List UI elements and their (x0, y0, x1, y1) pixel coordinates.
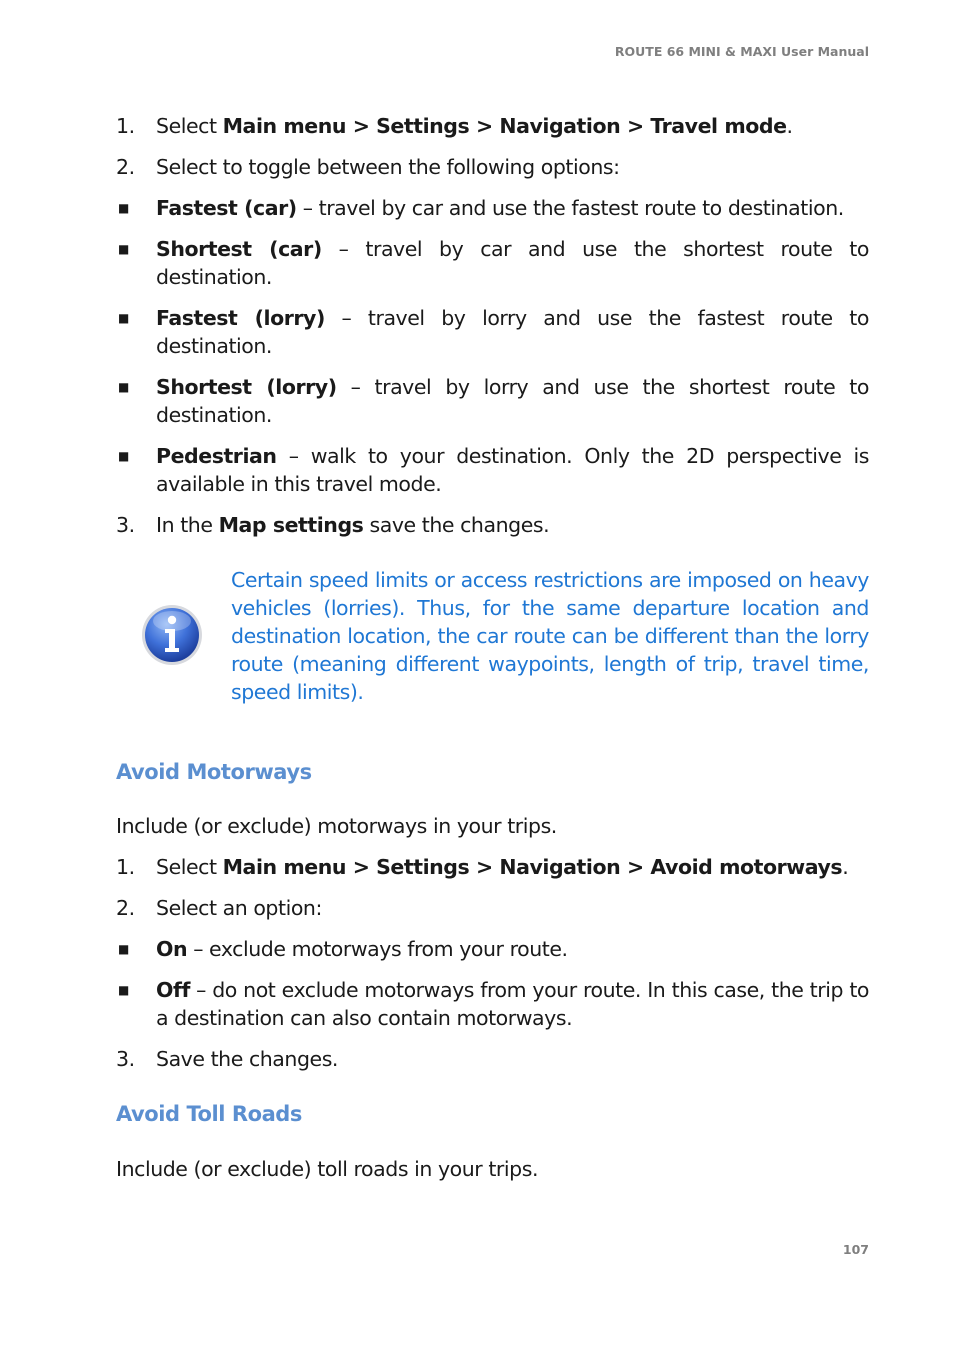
travel-mode-step-1 (116, 112, 869, 140)
step-text-post: save the changes. (363, 513, 550, 537)
option-desc: – travel by car and use the shortest route to destination. (156, 237, 869, 289)
step-number: 2. (116, 896, 135, 920)
option-desc: – exclude motorways from your route. (187, 937, 568, 961)
step-text-pre: Select (156, 855, 223, 879)
option-off (116, 976, 869, 1032)
option-shortest-lorry (116, 373, 869, 429)
step-number: 2. (116, 155, 135, 179)
option-on (116, 935, 869, 963)
step-text-pre: Select (156, 114, 223, 138)
menu-path: Main menu > Settings > Navigation > Travel mode (222, 114, 787, 138)
info-note (116, 566, 869, 706)
option-label: Fastest (car) (156, 196, 297, 220)
note-text: Certain speed limits or access restrictions are imposed on heavy vehicles (lorries). Thus, for the same departure location and destination location, the car route can be different than the lorry route (meaning different waypoints, length of trip, travel time, speed limits). (231, 568, 869, 704)
section-heading-avoid-toll-roads: Avoid Toll Roads (116, 1102, 302, 1126)
square-bullet-icon: ■ (118, 242, 129, 256)
step-text-post: . (786, 114, 793, 138)
travel-mode-step-2 (116, 153, 869, 181)
step-number: 1. (116, 855, 135, 879)
map-settings-label: Map settings (218, 513, 364, 537)
option-label: Fastest (lorry) (156, 306, 325, 330)
option-desc: – do not exclude motorways from your route. In this case, the trip to a destination can also contain motorways. (156, 978, 869, 1030)
avoid-motorways-step-3 (116, 1045, 869, 1073)
option-desc: – travel by car and use the fastest route to destination. (296, 196, 844, 220)
square-bullet-icon: ■ (118, 983, 129, 997)
option-label: Shortest (car) (156, 237, 322, 261)
square-bullet-icon: ■ (118, 449, 129, 463)
option-label: Shortest (lorry) (156, 375, 337, 399)
option-shortest-car (116, 235, 869, 291)
option-desc: – travel by lorry and use the shortest route to destination. (156, 375, 869, 427)
step-number: 1. (116, 114, 135, 138)
step-text: Select an option: (156, 896, 322, 920)
option-fastest-lorry (116, 304, 869, 360)
step-text: Select to toggle between the following options: (156, 155, 620, 179)
option-label: On (156, 937, 188, 961)
section-heading-avoid-motorways: Avoid Motorways (116, 760, 312, 784)
avoid-motorways-intro: Include (or exclude) motorways in your trips. (116, 814, 557, 838)
avoid-toll-roads-intro: Include (or exclude) toll roads in your trips. (116, 1157, 539, 1181)
option-fastest-car (116, 194, 869, 222)
travel-mode-step-3 (116, 511, 869, 539)
menu-path: Main menu > Settings > Navigation > Avoid motorways (222, 855, 843, 879)
avoid-motorways-step-2 (116, 894, 869, 922)
square-bullet-icon: ■ (118, 311, 129, 325)
step-text-post: . (842, 855, 849, 879)
option-label: Off (156, 978, 190, 1002)
square-bullet-icon: ■ (118, 942, 129, 956)
option-desc: – travel by lorry and use the fastest route to destination. (156, 306, 869, 358)
square-bullet-icon: ■ (118, 201, 129, 215)
running-header: ROUTE 66 MINI & MAXI User Manual (614, 44, 869, 59)
option-pedestrian (116, 442, 869, 498)
step-number: 3. (116, 1047, 135, 1071)
step-text: Save the changes. (156, 1047, 338, 1071)
avoid-motorways-step-1 (116, 853, 869, 881)
page-number: 107 (842, 1242, 869, 1257)
option-label: Pedestrian (156, 444, 277, 468)
info-icon (141, 604, 203, 666)
square-bullet-icon: ■ (118, 380, 129, 394)
page-content (116, 112, 869, 1183)
option-desc: – walk to your destination. Only the 2D perspective is available in this travel mode. (156, 444, 869, 496)
step-text-pre: In the (156, 513, 219, 537)
step-number: 3. (116, 513, 135, 537)
